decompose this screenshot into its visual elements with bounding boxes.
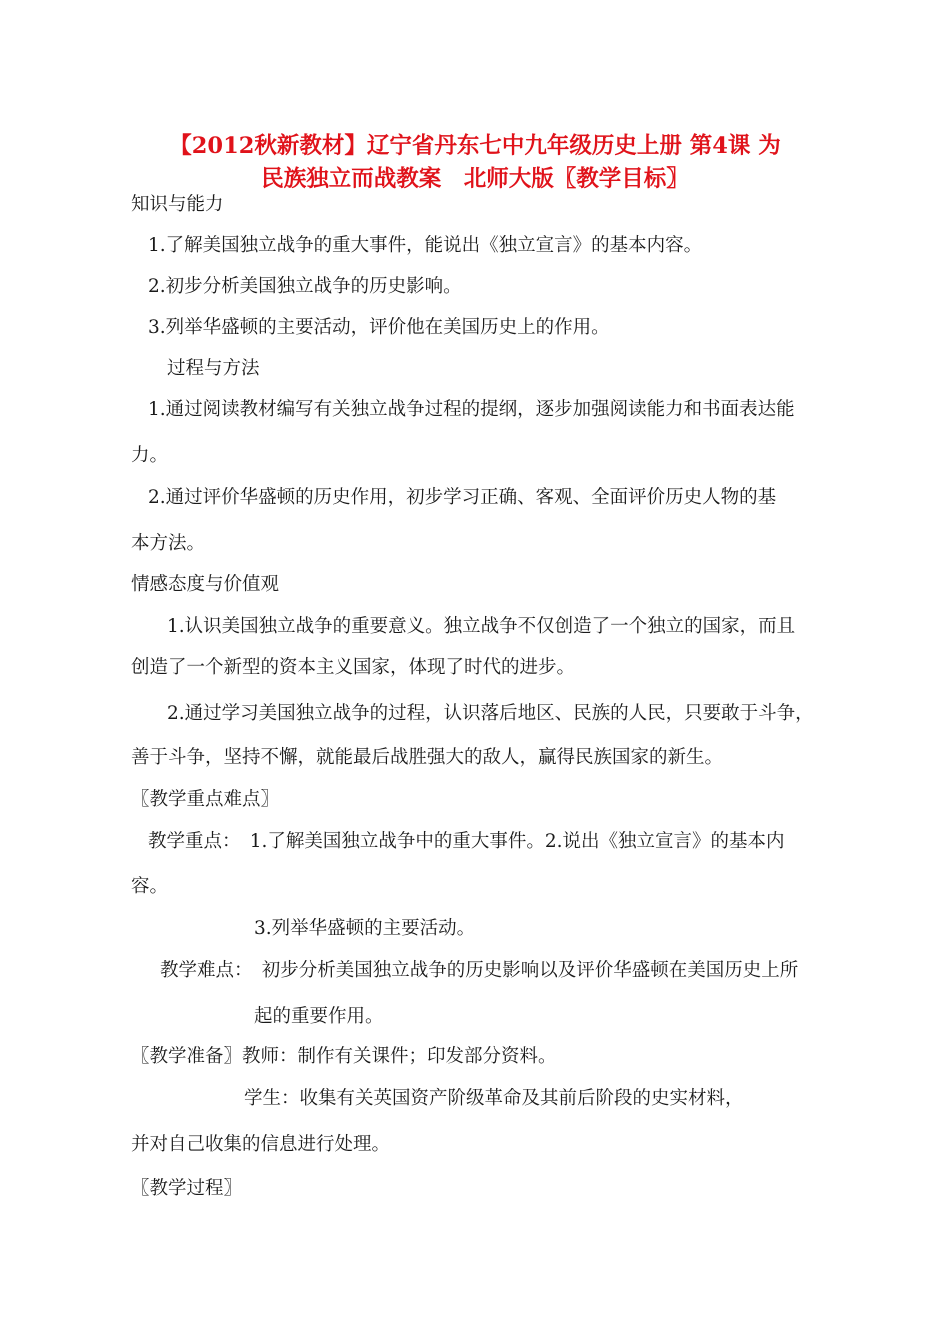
difficult-points-line: 教学难点： 初步分析美国独立战争的历史影响以及评价华盛顿在美国历史上所 [160, 960, 799, 981]
difficult-points-cont: 起的重要作用。 [254, 1006, 384, 1027]
knowledge-heading: 知识与能力 [131, 194, 224, 215]
emotion-item-2: 2.通过学习美国独立战争的过程，认识落后地区、民族的人民，只要敢于斗争， [167, 703, 814, 724]
emotion-item-1-cont: 创造了一个新型的资本主义国家，体现了时代的进步。 [131, 657, 576, 678]
emotion-item-1: 1.认识美国独立战争的重要意义。独立战争不仅创造了一个独立的国家，而且 [167, 616, 796, 637]
document-title-line-2: 民族独立而战教案 北师大版〖教学目标〗 [261, 166, 689, 192]
process-item-2-cont: 本方法。 [131, 533, 206, 554]
knowledge-item-1: 1.了解美国独立战争的重大事件，能说出《独立宣言》的基本内容。 [148, 235, 703, 256]
key-points-cont: 容。 [131, 876, 169, 897]
document-title-line-1: 【2012秋新教材】辽宁省丹东七中九年级历史上册 第4课 为 [169, 133, 781, 159]
process-item-2: 2.通过评价华盛顿的历史作用，初步学习正确、客观、全面评价历史人物的基 [148, 487, 777, 508]
preparation-teacher: 〖教学准备〗教师：制作有关课件；印发部分资料。 [131, 1046, 557, 1067]
process-item-1: 1.通过阅读教材编写有关独立战争过程的提纲，逐步加强阅读能力和书面表达能 [148, 399, 795, 420]
knowledge-item-3: 3.列举华盛顿的主要活动，评价他在美国历史上的作用。 [148, 317, 610, 338]
preparation-student: 学生：收集有关英国资产阶级革命及其前后阶段的史实材料， [244, 1088, 744, 1109]
process-heading: 过程与方法 [167, 358, 260, 379]
keypoints-heading: 〖教学重点难点〗 [131, 789, 280, 810]
emotion-item-2-cont: 善于斗争，坚持不懈，就能最后战胜强大的敌人，赢得民族国家的新生。 [131, 747, 724, 768]
emotion-heading: 情感态度与价值观 [131, 574, 280, 595]
key-points-line: 教学重点： 1.了解美国独立战争中的重大事件。2.说出《独立宣言》的基本内 [148, 831, 785, 852]
teaching-process-heading: 〖教学过程〗 [131, 1178, 243, 1199]
key-points-item-3: 3.列举华盛顿的主要活动。 [254, 918, 476, 939]
process-item-1-cont: 力。 [131, 445, 169, 466]
knowledge-item-2: 2.初步分析美国独立战争的历史影响。 [148, 276, 462, 297]
preparation-student-cont: 并对自己收集的信息进行处理。 [131, 1134, 391, 1155]
